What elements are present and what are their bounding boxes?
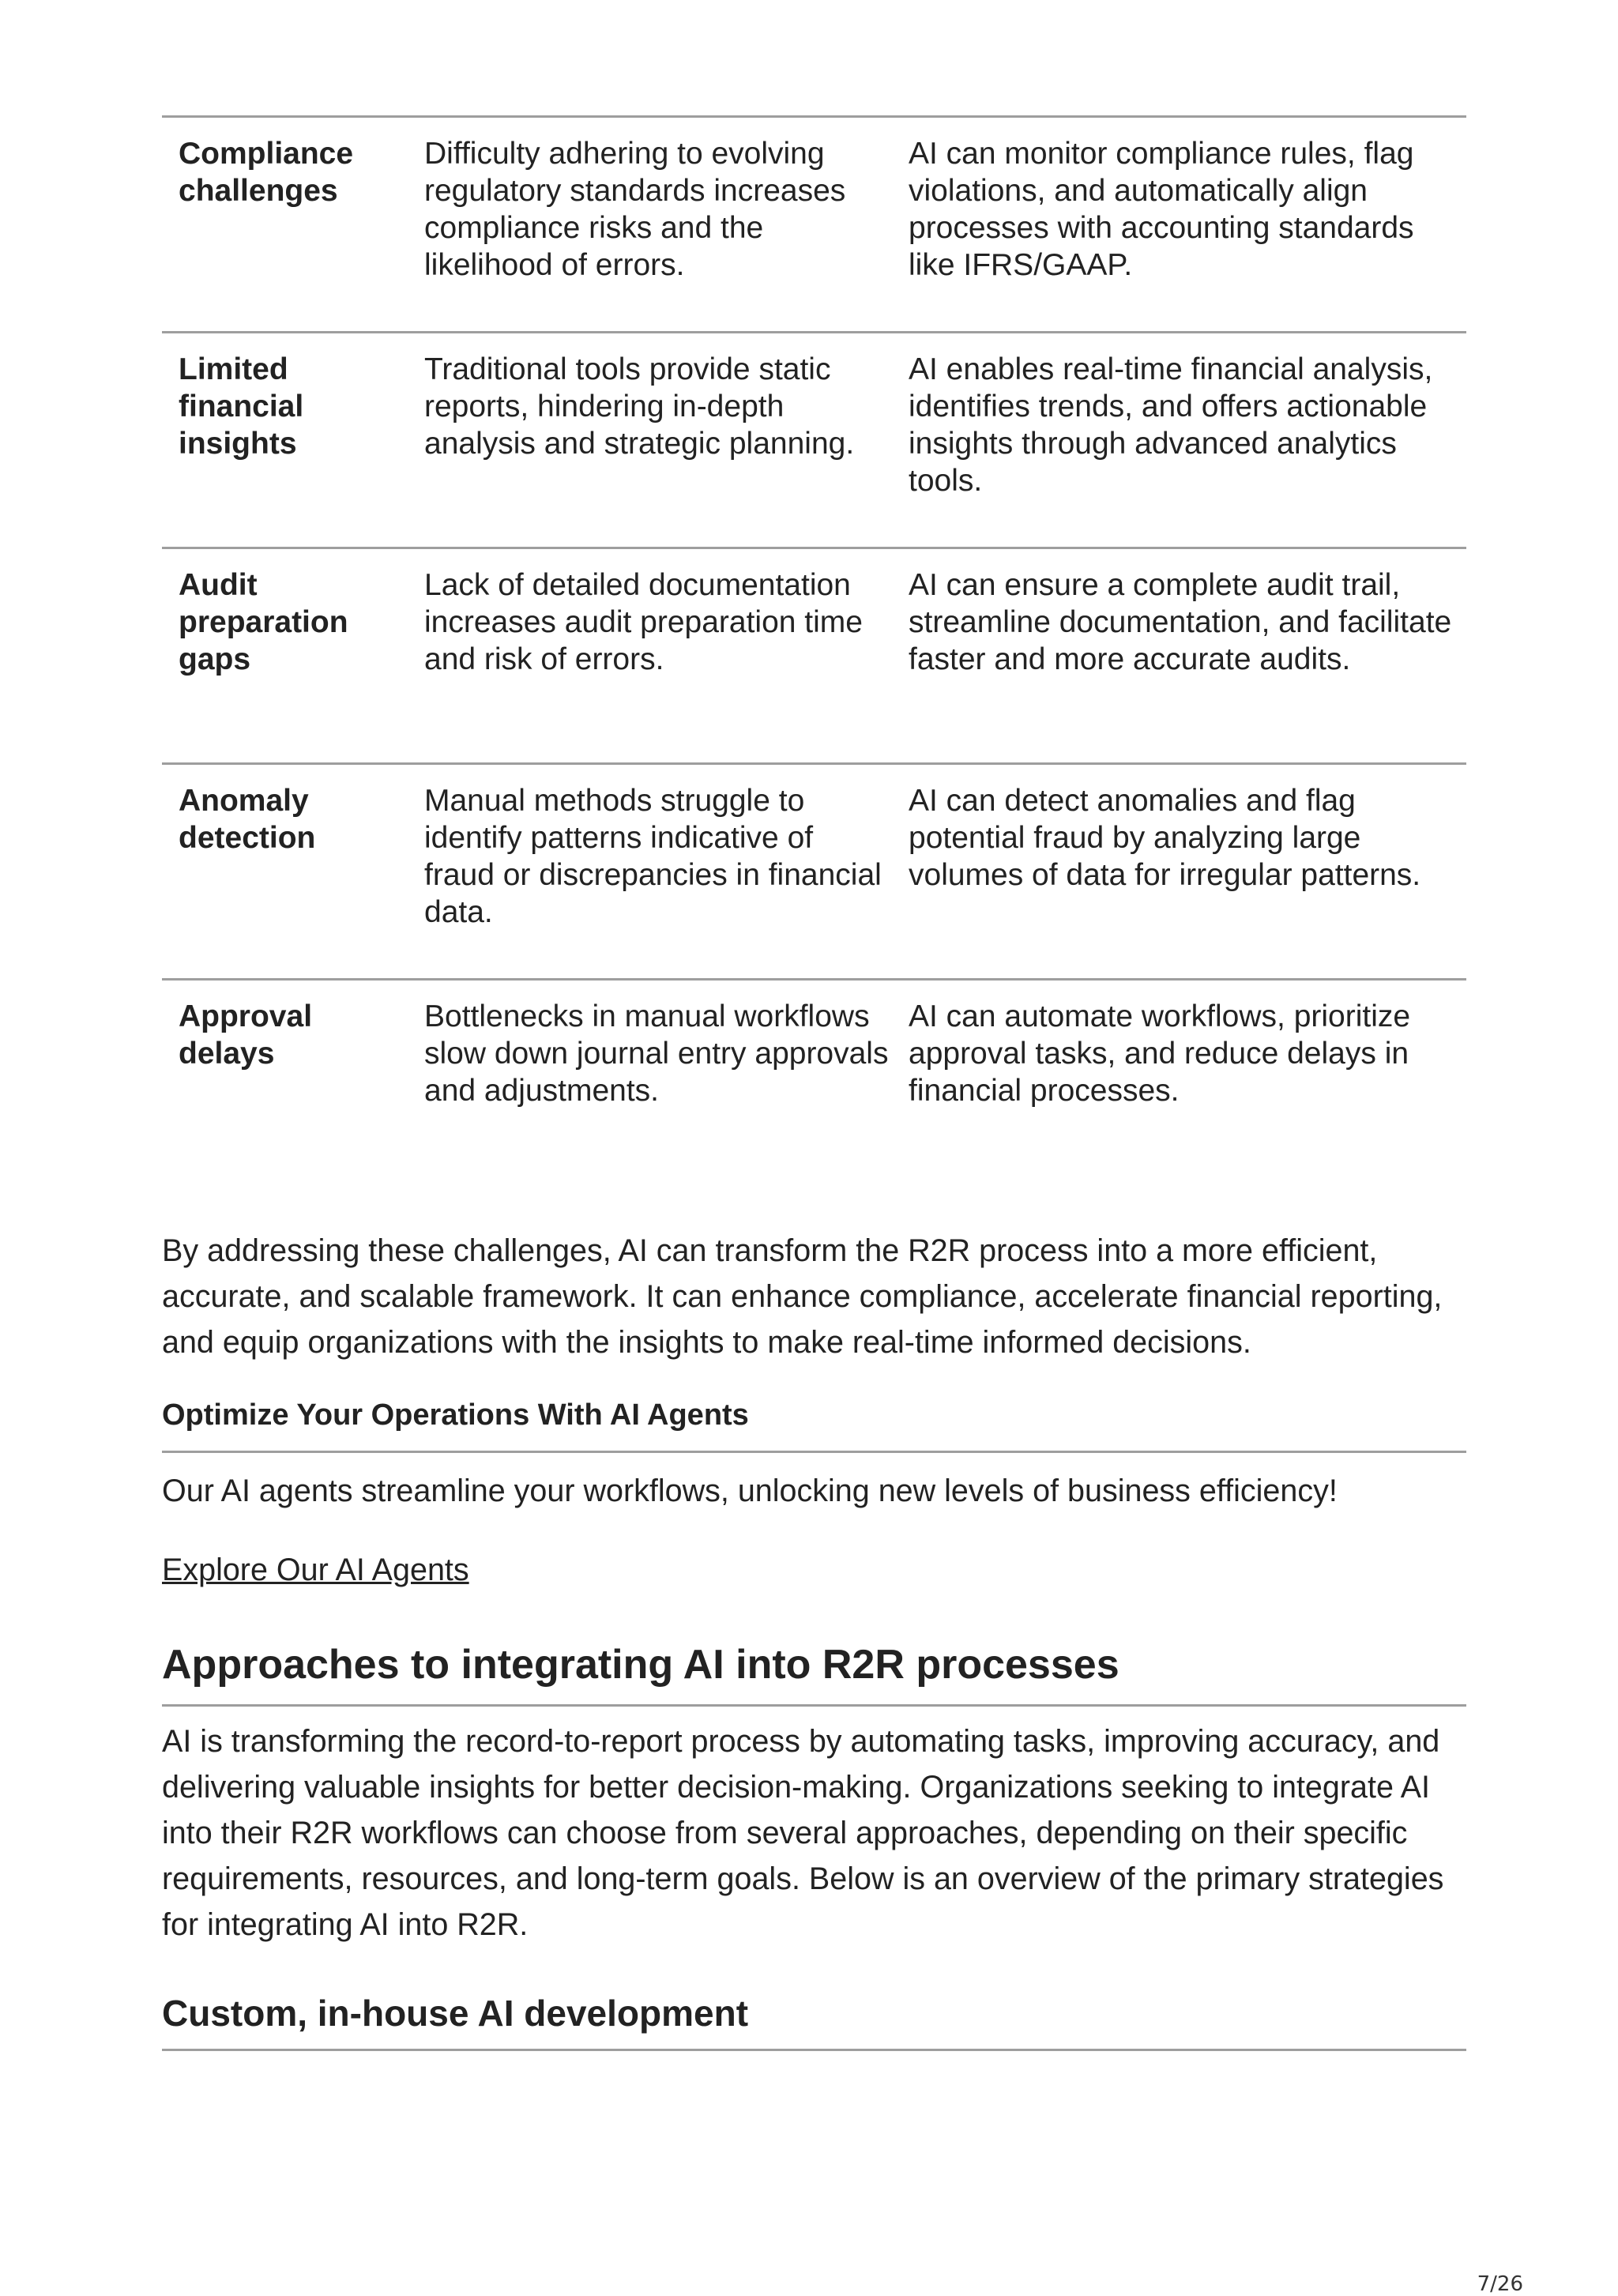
solution-cell: AI can automate workflows, prioritize approval tasks, and reduce delays in financial processes. <box>909 999 1411 1108</box>
solution-cell: AI enables real-time financial analysis, identifies trends, and offers actionable insights through advanced analytics tools. <box>909 352 1433 498</box>
table-row <box>162 547 1466 762</box>
section-body: AI is transforming the record-to-report process by automating tasks, improving accuracy, and delivering valuable insights for better decision-making. Organizations seeking to integrate AI into their R2R workflows can choose from several approaches, depending on their specific requirements, resources, and long-term goals. Below is an overview of the primary strategies for integrating AI into R2R. <box>162 1724 1444 1942</box>
summary-paragraph: By addressing these challenges, AI can transform the R2R process into a more efficient, accurate, and scalable framework. It can enhance compliance, accelerate financial reporting, and equip organizations with the insights to make real-time informed decisions. <box>162 1233 1443 1360</box>
subsection-divider <box>162 2049 1466 2051</box>
table-row <box>162 115 1466 331</box>
challenge-cell: Audit preparation gaps <box>179 568 348 676</box>
section-divider <box>162 1704 1466 1707</box>
page-number: 7/26 <box>1477 2272 1523 2296</box>
promo-text: Our AI agents streamline your workflows, unlocking new levels of business efficiency! <box>162 1474 1338 1508</box>
description-cell: Bottlenecks in manual workflows slow down journal entry approvals and adjustments. <box>424 999 889 1108</box>
challenge-cell: Limited financial insights <box>179 352 304 461</box>
challenge-cell: Compliance challenges <box>179 137 354 208</box>
table-row <box>162 331 1466 547</box>
description-cell: Manual methods struggle to identify patterns indicative of fraud or discrepancies in financial data. <box>424 784 882 929</box>
subsection-heading: Custom, in-house AI development <box>162 1993 749 2034</box>
table-row <box>162 978 1466 1194</box>
solution-cell: AI can ensure a complete audit trail, streamline documentation, and facilitate faster and more accurate audits. <box>909 568 1452 676</box>
solution-cell: AI can monitor compliance rules, flag violations, and automatically align processes with accounting standards like IFRS/GAAP. <box>909 137 1414 282</box>
solution-cell: AI can detect anomalies and flag potential fraud by analyzing large volumes of data for irregular patterns. <box>909 784 1421 892</box>
description-cell: Lack of detailed documentation increases audit preparation time and risk of errors. <box>424 568 863 676</box>
challenge-cell: Approval delays <box>179 999 313 1071</box>
promo-title: Optimize Your Operations With AI Agents <box>162 1398 749 1432</box>
promo-divider <box>162 1451 1466 1453</box>
table-row <box>162 762 1466 978</box>
challenge-cell: Anomaly detection <box>179 784 316 855</box>
description-cell: Traditional tools provide static reports, hindering in-depth analysis and strategic planning. <box>424 352 855 461</box>
description-cell: Difficulty adhering to evolving regulatory standards increases compliance risks and the likelihood of errors. <box>424 137 846 282</box>
explore-ai-agents-link[interactable]: Explore Our AI Agents <box>162 1553 469 1587</box>
challenges-table <box>162 115 1466 1194</box>
section-heading: Approaches to integrating AI into R2R processes <box>162 1642 1119 1688</box>
